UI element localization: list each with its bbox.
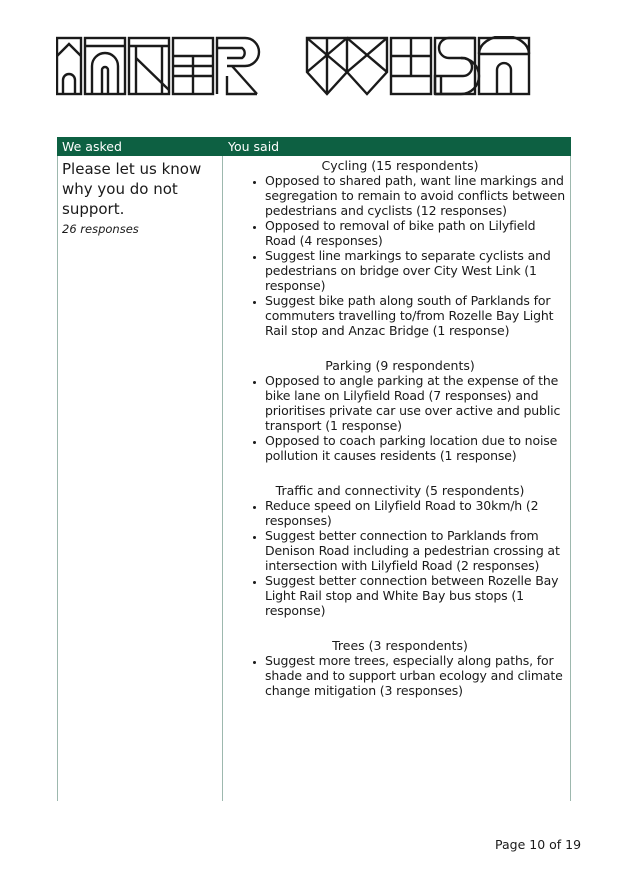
section-title: Traffic and connectivity (5 respondents): [275, 483, 525, 498]
section-title: Trees (3 respondents): [332, 638, 468, 653]
list-item: • Suggest better connection to Parklands from Denison Road including a pedestrian crossing at intersection with Lilyfield Road (2 responses): [265, 528, 568, 573]
question-cell: [62, 159, 218, 236]
list-item: • Suggest line markings to separate cyclists and pedestrians on bridge over City West Link (1 response): [265, 248, 568, 293]
list-item: • Opposed to angle parking at the expense of the bike lane on Lilyfield Road (7 responses) and prioritises private car use over active and public transport (1 response): [265, 373, 568, 433]
list-item: • Opposed to coach parking location due to noise pollution it causes residents (1 response): [265, 433, 568, 463]
section-title: Cycling (15 respondents): [321, 158, 479, 173]
question-text: Please let us know why you do not support.: [62, 160, 202, 218]
feedback-section: [232, 638, 568, 698]
consultation-table: [57, 137, 571, 801]
inner-west-logo: [56, 36, 532, 96]
feedback-section: [232, 358, 568, 463]
section-list: [232, 653, 568, 698]
section-title: Parking (9 respondents): [325, 358, 475, 373]
section-list: [232, 498, 568, 618]
table-border-right: [570, 156, 571, 801]
list-item: • Suggest more trees, especially along paths, for shade and to support urban ecology and climate change mitigation (3 responses): [265, 653, 568, 698]
page-number: Page 10 of 19: [495, 837, 582, 852]
header-we-asked: We asked: [62, 139, 122, 154]
header-you-said: You said: [228, 139, 280, 154]
table-border-middle: [222, 156, 223, 801]
section-list: [232, 373, 568, 463]
list-item: • Suggest better connection between Rozelle Bay Light Rail stop and White Bay bus stops (1 response): [265, 573, 568, 618]
table-border-left: [57, 156, 58, 801]
table-header: [57, 137, 571, 156]
list-item: • Reduce speed on Lilyfield Road to 30km/h (2 responses): [265, 498, 568, 528]
list-item: • Opposed to removal of bike path on Lilyfield Road (4 responses): [265, 218, 568, 248]
section-list: [232, 173, 568, 338]
logo-lettering-graphic: [56, 36, 532, 96]
response-count: 26 responses: [62, 222, 139, 236]
feedback-section: [232, 158, 568, 338]
list-item: • Suggest bike path along south of Parklands for commuters travelling to/from Rozelle Bay Light Rail stop and Anzac Bridge (1 response): [265, 293, 568, 338]
feedback-section: [232, 483, 568, 618]
answers-cell: [232, 158, 568, 718]
list-item: • Opposed to shared path, want line markings and segregation to remain to avoid conflicts between pedestrians and cyclists (12 responses): [265, 173, 568, 218]
